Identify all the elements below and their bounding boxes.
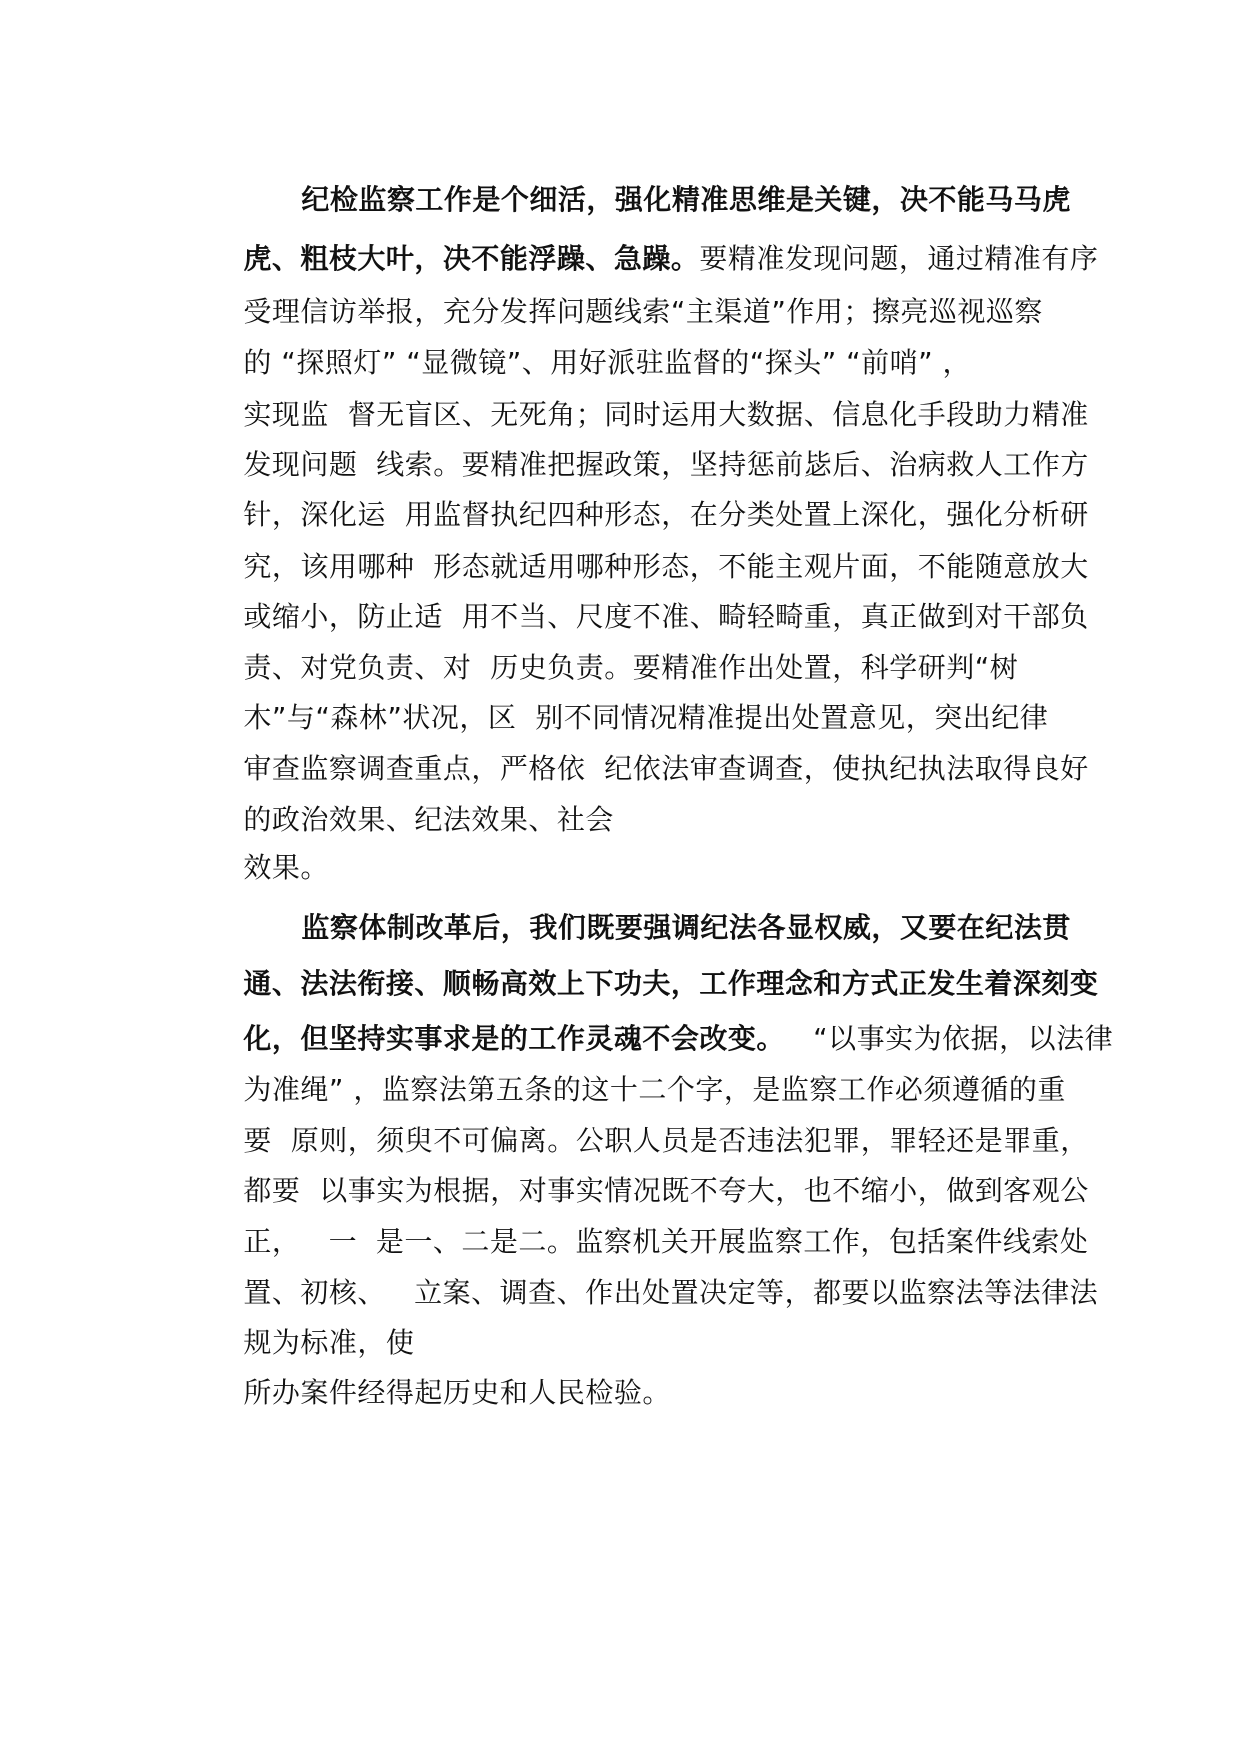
text-line <box>187 709 1089 785</box>
text-line <box>187 1333 1067 1409</box>
text-line <box>187 303 1067 379</box>
text-line <box>187 355 1089 431</box>
text-line <box>187 608 1067 684</box>
body-text: 受理信访举报，充分发挥问题线索“主渠道”作用；擦亮巡视巡察 <box>243 295 1043 328</box>
body-text: 审查监察调查重点，严格依 纪依法审查调查，使执纪执法取得良好 <box>243 752 1089 785</box>
body-text: 发现问题 线索。要精准把握政策，坚持惩前毖后、治病救人工作方 <box>243 448 1089 481</box>
body-text: 正， 一 是一、二是二。监察机关开展监察工作，包括案件线索处 <box>243 1225 1089 1258</box>
text-line <box>187 199 1099 275</box>
text-line <box>187 924 1099 1000</box>
body-text: 实现监 督无盲区、无死角；同时运用大数据、信息化手段助力精准 <box>243 398 1089 431</box>
text-line <box>187 252 1067 328</box>
text-line <box>187 507 1089 583</box>
bold-text: 虎、粗枝大叶，决不能浮躁、急躁。 <box>243 242 700 275</box>
body-text: 的政治效果、纪法效果、社会 <box>243 803 614 836</box>
body-text: 要精准发现问题，通过精准有序 <box>699 242 1099 275</box>
text-line <box>187 1182 1089 1258</box>
body-text: 或缩小，防止适 用不当、尺度不准、畸轻畸重，真正做到对干部负 <box>243 600 1089 633</box>
body-text: 为准绳” ，监察法第五条的这十二个字，是监察工作必须遵循的重 <box>243 1073 1066 1106</box>
body-text: 置、初核、 立案、调查、作出处置决定等，都要以监察法等法律法 <box>243 1276 1099 1309</box>
text-line <box>187 1030 1067 1106</box>
bold-text: 纪检监察工作是个细活，强化精准思维是关键，决不能马马虎 <box>301 183 1071 216</box>
bold-text: 监察体制改革后，我们既要强调纪法各显权威，又要在纪法贯 <box>301 911 1071 944</box>
bold-text: 化，但坚持实事求是的工作灵魂不会改变。 <box>243 1022 785 1055</box>
body-text: 都要 以事实为根据，对事实情况既不夸大，也不缩小，做到客观公 <box>243 1174 1089 1207</box>
text-line <box>187 1283 1067 1359</box>
body-text: 规为标准，使 <box>243 1326 415 1359</box>
body-text: 木”与“森林”状况，区 别不同情况精准提出处置意见，突出纪律 <box>243 701 1049 734</box>
bold-text: 通、法法衔接、顺畅高效上下功夫，工作理念和方式正发生着深刻变 <box>243 967 1099 1000</box>
text-line <box>245 140 1125 216</box>
text-line <box>187 455 1089 531</box>
body-text: 要 原则，须臾不可偏离。公职人员是否违法犯罪，罪轻还是罪重， <box>243 1124 1089 1157</box>
text-line <box>187 1081 1089 1157</box>
body-text: 责、对党负责、对 历史负责。要精准作出处置，科学研判“树 <box>243 651 1019 684</box>
body-text: 究，该用哪种 形态就适用哪种形态，不能主观片面，不能随意放大 <box>243 550 1089 583</box>
body-text: 针，深化运 用监督执纪四种形态，在分类处置上深化，强化分析研 <box>243 498 1089 531</box>
text-line <box>187 557 1089 633</box>
text-line <box>187 658 1067 734</box>
text-line <box>187 405 1089 481</box>
text-line <box>187 979 1114 1055</box>
text-line <box>187 1131 1089 1207</box>
body-text: 的 “探照灯” “显微镜”、用好派驻监督的“探头” “前哨” ， <box>243 346 972 379</box>
body-text: 效果。 <box>243 851 329 884</box>
body-text: “以事实为依据，以法律 <box>784 1022 1114 1055</box>
text-line <box>187 808 1067 884</box>
body-text: 所办案件经得起历史和人民检验。 <box>243 1376 671 1409</box>
text-line <box>245 868 1125 944</box>
text-line <box>187 760 1067 836</box>
text-line <box>187 1233 1099 1309</box>
